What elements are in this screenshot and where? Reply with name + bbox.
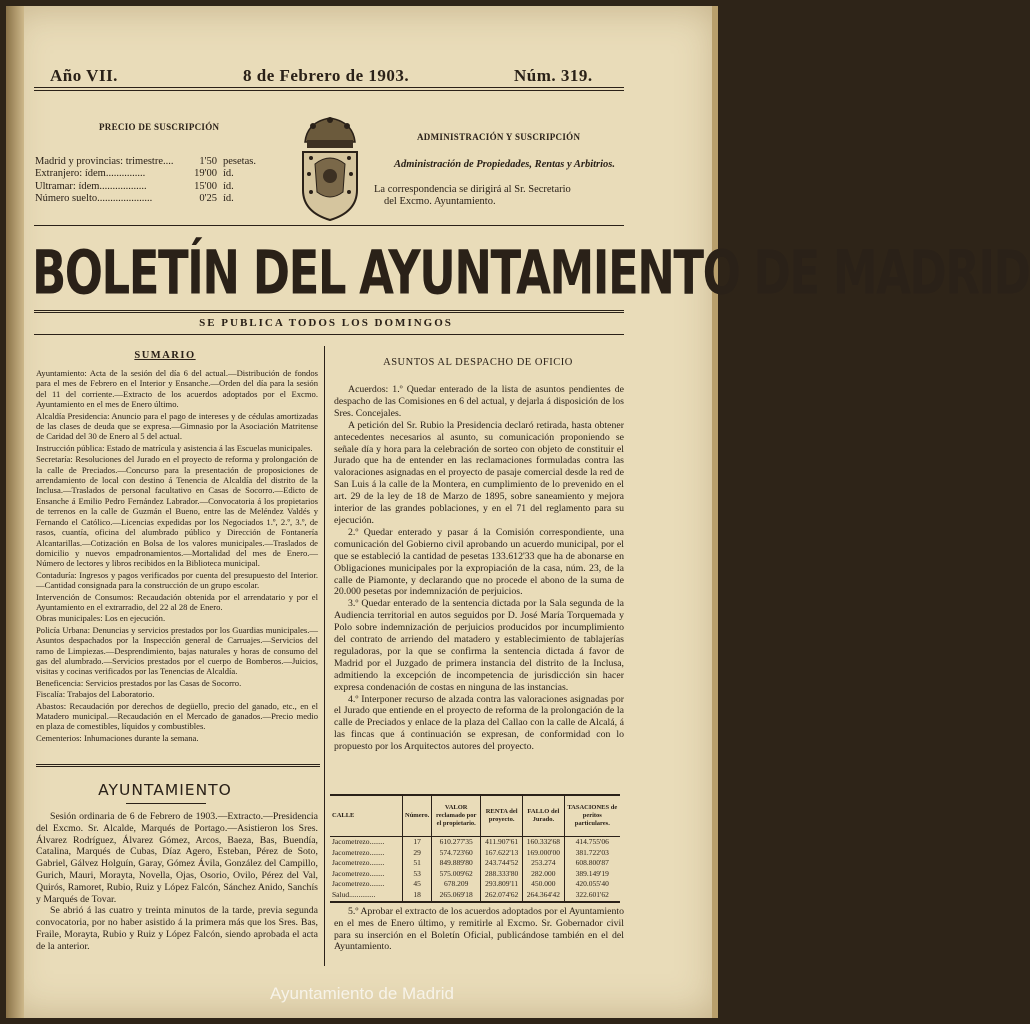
column-header: VALOR reclamado por el propietario. bbox=[432, 796, 481, 837]
table-cell: 411.907'61 bbox=[481, 837, 523, 848]
table-cell: Jacometrezo........ bbox=[332, 858, 385, 868]
table-cell: Jacometrezo........ bbox=[332, 837, 385, 846]
section-rule bbox=[36, 764, 320, 767]
table-cell: 575.009'62 bbox=[432, 869, 481, 880]
table-cell: 265.069'18 bbox=[432, 890, 481, 901]
title-top-rule bbox=[34, 225, 624, 226]
table-cell: Jacometrezo........ bbox=[332, 879, 385, 889]
archive-watermark: Ayuntamiento de Madrid bbox=[270, 984, 454, 1003]
correspondence-note-2: del Excmo. Ayuntamiento. bbox=[384, 196, 496, 207]
sumario-paragraph: Ayuntamiento: Acta de la sesión del día 6 del actual.—Distribución de fondos para el mes de Febrero en el Interior y Ensanche.—Orden del día para la sesión del 11 del corriente.—Extracto de los acuerdos adoptados por el Excmo. Ayuntamiento en el mes de Enero último. bbox=[36, 368, 318, 410]
table-cell: 678.209 bbox=[432, 879, 481, 890]
administration-office: Administración de Propiedades, Rentas y Arbitrios. bbox=[394, 159, 616, 170]
table-cell: 293.809'11 bbox=[481, 879, 523, 890]
year-label: Año VII. bbox=[50, 66, 118, 85]
issue-date: 8 de Febrero de 1903. bbox=[243, 66, 410, 85]
table-cell: 381.722'03 bbox=[564, 848, 620, 859]
subscription-prices bbox=[35, 156, 285, 206]
sumario-paragraph: Alcaldía Presidencia: Anuncio para el pago de intereses y de cédulas amortizadas de las clases de deuda que se expresa.—Gimnasio por la Asociación Matritense de Caridad del 30 de Enero al 5 del actual. bbox=[36, 410, 318, 442]
subscription-heading: PRECIO DE SUSCRIPCIÓN bbox=[99, 122, 220, 132]
table-cell: 18 bbox=[403, 890, 432, 901]
newspaper-title: BOLETÍN DEL AYUNTAMIENTO DE MADRID bbox=[32, 237, 1030, 309]
table-cell: 849.889'80 bbox=[432, 858, 481, 869]
table-cell: 160.332'68 bbox=[523, 837, 564, 848]
sumario-paragraph: Abastos: Recaudación por derechos de degüello, precio del ganado, etc., en el Matadero municipal.—Recaudación en el Mercado de ganados.—Precio medio en plaza de comestibles, líquidos y combustibles. bbox=[36, 700, 318, 732]
table-cell: 253.274 bbox=[523, 858, 564, 869]
column-divider bbox=[324, 346, 325, 966]
price-row: Ultramar: ídem.................. 15'00 íd. bbox=[35, 180, 234, 192]
table-cell: 167.622'13 bbox=[481, 848, 523, 859]
asuntos-body bbox=[334, 384, 624, 753]
column-header: CALLE bbox=[330, 796, 403, 837]
administration-heading: ADMINISTRACIÓN Y SUSCRIPCIÓN bbox=[417, 132, 581, 142]
table-header-row bbox=[330, 796, 620, 837]
title-bottom-rule bbox=[34, 310, 624, 313]
table-cell: 288.333'80 bbox=[481, 869, 523, 880]
sumario-heading: SUMARIO bbox=[134, 350, 196, 361]
opening-paragraph: Se abrió á las cuatro y treinta minutos de la tarde, previa segunda convocatoria, por no haber asistido á la primera más que los Sres. Bas, Fraile, Morayta, Rubio y Ruiz y López Falcón, siendo aprobada el acta de la anterior. bbox=[36, 905, 318, 952]
table-cell: 574.723'60 bbox=[432, 848, 481, 859]
column-header: RENTA del proyecto. bbox=[481, 796, 523, 837]
ayuntamiento-heading: AYUNTAMIENTO bbox=[98, 781, 232, 799]
sumario-paragraph: Cementerios: Inhumaciones durante la semana. bbox=[36, 732, 199, 743]
sumario-paragraph: Fiscalía: Trabajos del Laboratorio. bbox=[36, 689, 155, 700]
binding-spine bbox=[6, 6, 24, 1018]
table-cell: 389.149'19 bbox=[564, 869, 620, 880]
ayuntamiento-body bbox=[36, 811, 318, 953]
table-cell: 608.800'87 bbox=[564, 858, 620, 869]
final-paragraph: 5.º Aprobar el extracto de los acuerdos adoptados por el Ayuntamiento en el mes de Enero último, y remitirle al Excmo. Sr. Gobernador civil para su inserción en el Boletín Oficial, publicándose también en el del Ayuntamiento. bbox=[334, 906, 624, 953]
asuntos-paragraph: 2.º Quedar enterado y pasar á la Comisión correspondiente, una comunicación del Gobierno civil aprobando un acuerdo municipal, por el que se estableció la cantidad de pesetas 133.612'33 que ha de abonarse en Obligaciones municipales por la expropiación de la casa, núm. 23, de la calle de Piamonte, y declarando que no procede el abono de la suma de 20.000 pesetas por indemnización de perjuicios. bbox=[334, 526, 624, 598]
asuntos-paragraph: 4.º Interponer recurso de alzada contra las valoraciones asignadas por el Jurado que entiende en el proyecto de reforma de la prolongación de la calle de Preciados y enlace de la plaza del Callao con la calle de Alcalá, á las fincas que á continuación se expresan, de conformidad con lo propuesto por los Arquitectos autores del proyecto. bbox=[334, 693, 624, 753]
table-cell: Salud.............. bbox=[332, 889, 376, 899]
table-cell: Jacometrezo........ bbox=[332, 868, 385, 878]
column-header: TASACIONES de peritos particulares. bbox=[564, 796, 620, 837]
table-cell: 262.074'62 bbox=[481, 890, 523, 901]
sumario-paragraph: Obras municipales: Los en ejecución. bbox=[36, 613, 166, 624]
issue-number: Núm. 319. bbox=[514, 66, 593, 85]
price-row: Madrid y provincias: trimestre.... 1'50 pesetas. bbox=[35, 156, 256, 167]
newspaper-page bbox=[6, 6, 1030, 1018]
sumario-paragraph: Beneficencia: Servicios prestados por las Casas de Socorro. bbox=[36, 677, 242, 688]
price-row: Extranjero: ídem............... 19'00 íd. bbox=[35, 168, 234, 180]
table-cell: 243.744'52 bbox=[481, 858, 523, 869]
table-cell: Jacometrezo........ bbox=[332, 847, 385, 857]
session-paragraph: Sesión ordinaria de 6 de Febrero de 1903.—Extracto.—Presidencia del Excmo. Sr. Alcalde, Marqués de Portago.—Asistieron los Sres. Álvarez Rodríguez, Álvarez Gómez, Arcos, Baeza, Bas, Buendía, Catalina, Marqués de Cubas, Díaz Agero, Esteban, Pérez de Soto, Gabriel, Gálvez Holguín, Garay, Gómez Ávila, González del Campillo, Gurich, Mauri, Morayta, Novella, Ojas, Osorio, Ovilo, Pérez del Val, Quirós, Ramoret, Rubio, Ruiz y López Falcón, Sánchez Anido, Sanchís y Marqués de Tovar. bbox=[36, 811, 318, 905]
table-cell: 169.000'00 bbox=[523, 848, 564, 859]
subtitle-rule bbox=[34, 334, 624, 335]
table-cell: 610.277'35 bbox=[432, 837, 481, 848]
asuntos-paragraph: Acuerdos: 1.º Quedar enterado de la lista de asuntos pendientes de despacho de las Comisiones en 6 del actual, y dejarla á disposición de los Sres. Concejales. bbox=[334, 384, 624, 419]
table-cell: 282.000 bbox=[523, 869, 564, 880]
table-cell: 322.601'62 bbox=[564, 890, 620, 901]
table-cell: 17 bbox=[403, 837, 432, 848]
table-row bbox=[330, 858, 620, 869]
page-edge bbox=[712, 6, 718, 1018]
sumario-paragraph: Instrucción pública: Estado de matrícula y asistencia á las Escuelas municipales. bbox=[36, 442, 313, 453]
valuation-table-wrapper bbox=[330, 794, 620, 903]
table-row bbox=[330, 879, 620, 890]
table-cell: 414.755'06 bbox=[564, 837, 620, 848]
table-row bbox=[330, 869, 620, 880]
column-header: Número. bbox=[403, 796, 432, 837]
sumario-body bbox=[36, 368, 318, 756]
table-row bbox=[330, 890, 620, 901]
masthead-rule-2 bbox=[34, 90, 624, 91]
madrid-coat-of-arms-icon bbox=[297, 112, 363, 224]
asuntos-heading: ASUNTOS AL DESPACHO DE OFICIO bbox=[383, 357, 573, 368]
sumario-paragraph: Contaduría: Ingresos y pagos verificados por cuenta del presupuesto del Interior.—Cantidad consignada para la construcción de un grupo escolar. bbox=[36, 569, 318, 591]
heading-underline bbox=[126, 803, 206, 804]
table-row bbox=[330, 848, 620, 859]
sumario-paragraph: Secretaría: Resoluciones del Jurado en el proyecto de reforma y prolongación de la calle de Preciados.—Concurso para la presentación de proposiciones de arrendamiento de local con destino á Tenencia de Alcaldía del distrito de la Inclusa.—Traslados de personal facultativo en Casas de Socorro.—Edicto de Ensanche á Emilio Pedro Fernández Labrador.—Convocatoria á los propietarios de terrenos en la calle de Guzmán el Bueno, entre las de Meléndez Valdés y Fernando el Católico.—Licencias expedidas por los Negociados 1.º, 2.º, 3.º, de rasos, cuantía, oficina del alumbrado público y Dirección de Fontanería Alcantarillas.—Cotización en Bolsa de los valores municipales.—Traslados de domicilio y nuevos empadronamientos.—Mortalidad del mes de Enero.—Número de lectores y libros recibidos en la Biblioteca municipal. bbox=[36, 454, 318, 569]
asuntos-paragraph: 3.º Quedar enterado de la sentencia dictada por la Sala segunda de la Audiencia territorial en autos seguidos por D. José María Torquemada y Polo sobre indemnización de perjuicios producidos por incumplimiento del contrato de arriendo del matadero y establecimiento de tablajerías reguladoras, por la que se confirma la sentencia dictada á favor de Madrid por el Juzgado de primera instancia del distrito de la Inclusa, admitiendo la excepción de incompetencia de jurisdicción sin hacer expresa condenación de costas en ninguna de las instancias. bbox=[334, 598, 624, 693]
table-cell: 420.055'40 bbox=[564, 879, 620, 890]
table-cell: 264.364'42 bbox=[523, 890, 564, 901]
column-header: FALLO del Jurado. bbox=[523, 796, 564, 837]
table-cell: 53 bbox=[403, 869, 432, 880]
table-cell: 45 bbox=[403, 879, 432, 890]
table-cell: 450.000 bbox=[523, 879, 564, 890]
masthead-rule bbox=[34, 87, 624, 88]
sumario-paragraph: Intervención de Consumos: Recaudación obtenida por el arrendatario y por el Ayuntamiento en el extrarradio, del 22 al 28 de Enero. bbox=[36, 591, 318, 612]
valuation-table bbox=[330, 796, 620, 901]
correspondence-note: La correspondencia se dirigirá al Sr. Secretario bbox=[374, 184, 571, 195]
asuntos-paragraph: A petición del Sr. Rubio la Presidencia declaró retirada, hasta obtener antecedentes necesarios al asunto, su comunicación proponiendo se señale día y hora para la celebración de sorteo con objeto de constituir el Jurado que ha de entender en las reclamaciones formuladas contra las valoraciones asignadas en el proyecto de pasaje comercial desde la red de San Luis á la calle de la Montera, en cumplimiento de lo prevenido en el art. 29 de la ley de 18 de Marzo de 1895, sobre saneamiento y mejora interior de las grandes poblaciones, y en el 71 del reglamento para su ejecución. bbox=[334, 419, 624, 526]
publication-frequency: SE PUBLICA TODOS LOS DOMINGOS bbox=[199, 317, 453, 329]
table-cell: 29 bbox=[403, 848, 432, 859]
asuntos-final bbox=[334, 906, 624, 953]
sumario-paragraph: Policía Urbana: Denuncias y servicios prestados por los Guardias municipales.—Asuntos despachados por la Inspección general de Carruajes.—Servicios del ramo de Limpiezas.—Desprendimiento, bajas naturales y horas de consumo del gas del alumbrado.—Servicios prestados por el cuerpo de Bomberos.—Juicios, visitas y cocinas verificados por las Tenencias de Alcaldía. bbox=[36, 624, 318, 677]
price-row: Número suelto..................... 0'25 íd. bbox=[35, 193, 234, 205]
table-cell: 51 bbox=[403, 858, 432, 869]
table-row bbox=[330, 837, 620, 848]
